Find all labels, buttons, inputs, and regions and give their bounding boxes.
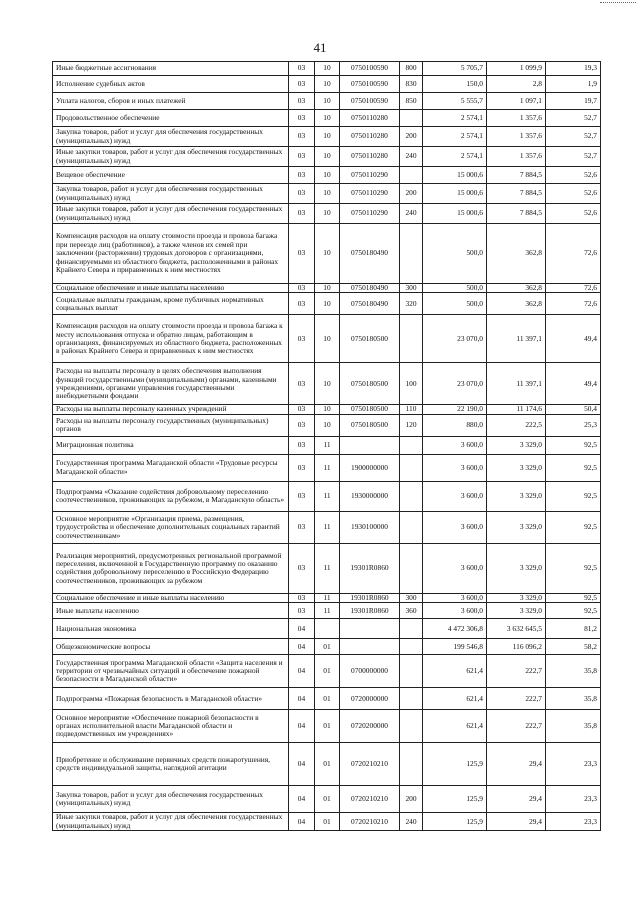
table-row xyxy=(53,147,601,167)
row-executed-amount: 11 397,1 xyxy=(487,363,546,405)
row-approved-amount: 22 190,0 xyxy=(423,405,487,414)
row-subsection: 01 xyxy=(315,639,340,655)
row-section: 04 xyxy=(289,710,315,743)
row-expense-type xyxy=(400,436,423,454)
row-execution-percent: 81,2 xyxy=(546,619,601,639)
row-section: 03 xyxy=(289,414,315,436)
row-name: Исполнение судебных актов xyxy=(53,76,289,93)
row-subsection: 10 xyxy=(315,405,340,414)
row-executed-amount: 362,8 xyxy=(487,284,546,293)
row-executed-amount: 1 357,6 xyxy=(487,127,546,147)
row-name: Национальная экономика xyxy=(53,619,289,639)
row-execution-percent: 92,5 xyxy=(546,481,601,511)
row-section: 03 xyxy=(289,224,315,284)
row-expense-type xyxy=(400,511,423,543)
row-execution-percent: 52,7 xyxy=(546,110,601,127)
row-target-article: 0750110280 xyxy=(340,127,400,147)
row-approved-amount: 500,0 xyxy=(423,224,487,284)
row-target-article: 19301R0860 xyxy=(340,543,400,593)
row-target-article: 0750180490 xyxy=(340,224,400,284)
row-executed-amount: 222,7 xyxy=(487,655,546,688)
row-executed-amount: 29,4 xyxy=(487,786,546,813)
table-row xyxy=(53,743,601,786)
row-expense-type xyxy=(400,481,423,511)
row-executed-amount: 362,8 xyxy=(487,293,546,315)
row-section: 04 xyxy=(289,688,315,710)
row-expense-type: 240 xyxy=(400,204,423,224)
row-name: Реализация мероприятий, предусмотренных региональной программой переселения, включенной в Государственную программу по оказанию содействия добровольному переселению в Российскую Федерацию соотечественников, проживающих за рубежом xyxy=(53,543,289,593)
row-executed-amount: 3 329,0 xyxy=(487,454,546,481)
row-executed-amount: 222,5 xyxy=(487,414,546,436)
row-executed-amount: 7 884,5 xyxy=(487,204,546,224)
row-execution-percent: 49,4 xyxy=(546,315,601,363)
row-approved-amount: 621,4 xyxy=(423,655,487,688)
row-expense-type xyxy=(400,167,423,184)
row-execution-percent: 92,5 xyxy=(546,511,601,543)
table-row xyxy=(53,619,601,639)
row-subsection xyxy=(315,619,340,639)
row-target-article: 0750110280 xyxy=(340,110,400,127)
table-row xyxy=(53,593,601,602)
row-executed-amount: 3 632 645,5 xyxy=(487,619,546,639)
table-row xyxy=(53,688,601,710)
table-row xyxy=(53,184,601,204)
row-execution-percent: 52,7 xyxy=(546,147,601,167)
row-execution-percent: 25,3 xyxy=(546,414,601,436)
row-approved-amount: 3 600,0 xyxy=(423,543,487,593)
row-expense-type: 800 xyxy=(400,62,423,76)
row-execution-percent: 58,2 xyxy=(546,639,601,655)
row-name: Социальное обеспечение и иные выплаты населению xyxy=(53,593,289,602)
row-approved-amount: 15 000,6 xyxy=(423,167,487,184)
row-target-article: 0750180490 xyxy=(340,293,400,315)
row-execution-percent: 72,6 xyxy=(546,284,601,293)
row-target-article: 0700000000 xyxy=(340,655,400,688)
row-name: Уплата налогов, сборов и иных платежей xyxy=(53,93,289,110)
row-expense-type: 200 xyxy=(400,786,423,813)
row-section: 03 xyxy=(289,127,315,147)
row-execution-percent: 19,7 xyxy=(546,93,601,110)
row-name: Иные закупки товаров, работ и услуг для обеспечения государственных (муниципальных) нужд xyxy=(53,813,289,831)
row-section: 03 xyxy=(289,454,315,481)
budget-table-body xyxy=(53,62,601,831)
row-expense-type: 320 xyxy=(400,293,423,315)
row-approved-amount: 3 600,0 xyxy=(423,603,487,619)
row-name: Расходы на выплаты персоналу в целях обеспечения выполнения функций государственными (муниципальными) органами, казенными учреждениями, органами управления государственными внебюджетными фондами xyxy=(53,363,289,405)
row-name: Приобретение и обслуживание первичных средств пожаротушения, средств индивидуальной защиты, наглядной агитации xyxy=(53,743,289,786)
row-subsection: 11 xyxy=(315,603,340,619)
row-subsection: 10 xyxy=(315,62,340,76)
row-name: Иные бюджетные ассигнования xyxy=(53,62,289,76)
row-section: 03 xyxy=(289,593,315,602)
row-execution-percent: 35,8 xyxy=(546,655,601,688)
row-subsection: 11 xyxy=(315,454,340,481)
row-target-article: 0720210210 xyxy=(340,813,400,831)
row-subsection: 11 xyxy=(315,481,340,511)
page-number: 41 xyxy=(313,40,327,55)
row-executed-amount: 1 357,6 xyxy=(487,110,546,127)
row-executed-amount: 222,7 xyxy=(487,710,546,743)
row-name: Подпрограмма «Оказание содействия добровольному переселению соотечественников, проживающих за рубежом, в Магаданскую область» xyxy=(53,481,289,511)
row-expense-type xyxy=(400,743,423,786)
row-executed-amount: 3 329,0 xyxy=(487,481,546,511)
table-row xyxy=(53,76,601,93)
table-row xyxy=(53,543,601,593)
row-approved-amount: 2 574,1 xyxy=(423,127,487,147)
row-approved-amount: 3 600,0 xyxy=(423,436,487,454)
row-executed-amount: 11 174,6 xyxy=(487,405,546,414)
row-expense-type xyxy=(400,639,423,655)
table-row xyxy=(53,293,601,315)
row-name: Государственная программа Магаданской области «Защита населения и территории от чрезвычайных ситуаций и обеспечение пожарной безопасности в Магаданской области» xyxy=(53,655,289,688)
row-name: Закупка товаров, работ и услуг для обеспечения государственных (муниципальных) нужд xyxy=(53,786,289,813)
row-expense-type: 240 xyxy=(400,813,423,831)
row-section: 03 xyxy=(289,293,315,315)
row-execution-percent: 23,3 xyxy=(546,786,601,813)
row-execution-percent: 92,5 xyxy=(546,603,601,619)
row-executed-amount: 7 884,5 xyxy=(487,184,546,204)
row-execution-percent: 23,3 xyxy=(546,743,601,786)
row-name: Государственная программа Магаданской области «Трудовые ресурсы Магаданской области» xyxy=(53,454,289,481)
row-approved-amount: 125,9 xyxy=(423,743,487,786)
row-subsection: 10 xyxy=(315,363,340,405)
row-subsection: 10 xyxy=(315,76,340,93)
table-row xyxy=(53,603,601,619)
row-subsection: 10 xyxy=(315,293,340,315)
table-row xyxy=(53,405,601,414)
table-row xyxy=(53,436,601,454)
row-target-article: 0750180500 xyxy=(340,414,400,436)
row-subsection: 10 xyxy=(315,93,340,110)
row-target-article: 0750180500 xyxy=(340,405,400,414)
row-subsection: 01 xyxy=(315,655,340,688)
row-execution-percent: 35,8 xyxy=(546,710,601,743)
row-expense-type: 120 xyxy=(400,414,423,436)
row-expense-type: 200 xyxy=(400,184,423,204)
row-section: 03 xyxy=(289,204,315,224)
row-subsection: 01 xyxy=(315,786,340,813)
row-target-article: 0750100590 xyxy=(340,76,400,93)
row-approved-amount: 500,0 xyxy=(423,284,487,293)
row-approved-amount: 621,4 xyxy=(423,688,487,710)
row-target-article: 19301R0860 xyxy=(340,593,400,602)
row-section: 04 xyxy=(289,743,315,786)
table-row xyxy=(53,454,601,481)
row-target-article: 0750180500 xyxy=(340,363,400,405)
row-approved-amount: 15 000,6 xyxy=(423,184,487,204)
row-execution-percent: 1,9 xyxy=(546,76,601,93)
table-row xyxy=(53,127,601,147)
row-expense-type: 200 xyxy=(400,127,423,147)
table-row xyxy=(53,786,601,813)
table-row xyxy=(53,710,601,743)
row-name: Компенсация расходов на оплату стоимости проезда и провоза багажа к месту использования отпуска и обратно лицам, работающим в организациях, финансируемых из областного бюджета, расположенных в районах Крайнего Севера и приравненных к ним местностях xyxy=(53,315,289,363)
table-row xyxy=(53,481,601,511)
row-target-article: 19301R0860 xyxy=(340,603,400,619)
row-expense-type xyxy=(400,224,423,284)
row-section: 03 xyxy=(289,543,315,593)
row-target-article: 0720210210 xyxy=(340,743,400,786)
row-section: 03 xyxy=(289,76,315,93)
row-subsection: 01 xyxy=(315,688,340,710)
row-execution-percent: 92,5 xyxy=(546,436,601,454)
row-approved-amount: 621,4 xyxy=(423,710,487,743)
row-expense-type: 830 xyxy=(400,76,423,93)
row-section: 03 xyxy=(289,511,315,543)
row-expense-type xyxy=(400,619,423,639)
row-execution-percent: 35,8 xyxy=(546,688,601,710)
row-executed-amount: 362,8 xyxy=(487,224,546,284)
row-section: 03 xyxy=(289,603,315,619)
row-section: 03 xyxy=(289,184,315,204)
row-executed-amount: 1 099,9 xyxy=(487,62,546,76)
row-executed-amount: 11 397,1 xyxy=(487,315,546,363)
row-execution-percent: 72,6 xyxy=(546,293,601,315)
table-row xyxy=(53,62,601,76)
table-row xyxy=(53,639,601,655)
row-executed-amount: 116 096,2 xyxy=(487,639,546,655)
row-expense-type: 240 xyxy=(400,147,423,167)
row-subsection: 10 xyxy=(315,184,340,204)
row-section: 03 xyxy=(289,93,315,110)
row-section: 04 xyxy=(289,813,315,831)
row-expense-type xyxy=(400,710,423,743)
row-execution-percent: 50,4 xyxy=(546,405,601,414)
row-approved-amount: 4 472 306,8 xyxy=(423,619,487,639)
row-executed-amount: 7 884,5 xyxy=(487,167,546,184)
row-name: Вещевое обеспечение xyxy=(53,167,289,184)
row-target-article: 1900000000 xyxy=(340,454,400,481)
row-subsection: 10 xyxy=(315,110,340,127)
row-name: Закупка товаров, работ и услуг для обеспечения государственных (муниципальных) нужд xyxy=(53,184,289,204)
row-expense-type: 300 xyxy=(400,593,423,602)
row-approved-amount: 23 070,0 xyxy=(423,315,487,363)
row-target-article: 0720200000 xyxy=(340,710,400,743)
table-row xyxy=(53,655,601,688)
row-name: Основное мероприятие «Организация приема, размещения, трудоустройства и обеспечение дополнительных социальных гарантий соотечественникам» xyxy=(53,511,289,543)
row-executed-amount: 3 329,0 xyxy=(487,436,546,454)
row-target-article: 0750110290 xyxy=(340,204,400,224)
row-expense-type xyxy=(400,688,423,710)
row-approved-amount: 2 574,1 xyxy=(423,110,487,127)
row-expense-type: 110 xyxy=(400,405,423,414)
row-subsection: 10 xyxy=(315,284,340,293)
row-execution-percent: 52,7 xyxy=(546,127,601,147)
table-row xyxy=(53,284,601,293)
row-name: Иные закупки товаров, работ и услуг для обеспечения государственных (муниципальных) нужд xyxy=(53,147,289,167)
row-section: 03 xyxy=(289,110,315,127)
row-approved-amount: 199 546,8 xyxy=(423,639,487,655)
row-target-article: 0750180500 xyxy=(340,315,400,363)
row-section: 03 xyxy=(289,436,315,454)
row-expense-type xyxy=(400,315,423,363)
row-expense-type: 360 xyxy=(400,603,423,619)
row-subsection: 10 xyxy=(315,167,340,184)
row-subsection: 01 xyxy=(315,710,340,743)
row-name: Общеэкономические вопросы xyxy=(53,639,289,655)
row-execution-percent: 92,5 xyxy=(546,593,601,602)
row-approved-amount: 15 000,6 xyxy=(423,204,487,224)
row-section: 03 xyxy=(289,284,315,293)
row-subsection: 11 xyxy=(315,543,340,593)
row-expense-type xyxy=(400,655,423,688)
row-executed-amount: 1 357,6 xyxy=(487,147,546,167)
row-approved-amount: 23 070,0 xyxy=(423,363,487,405)
row-target-article: 0750110280 xyxy=(340,147,400,167)
row-subsection: 11 xyxy=(315,436,340,454)
row-approved-amount: 125,9 xyxy=(423,813,487,831)
row-section: 03 xyxy=(289,405,315,414)
table-row xyxy=(53,813,601,831)
table-row xyxy=(53,511,601,543)
row-expense-type: 100 xyxy=(400,363,423,405)
row-subsection: 10 xyxy=(315,224,340,284)
row-executed-amount: 3 329,0 xyxy=(487,543,546,593)
row-subsection: 10 xyxy=(315,204,340,224)
row-target-article: 0750100590 xyxy=(340,62,400,76)
row-approved-amount: 500,0 xyxy=(423,293,487,315)
row-section: 04 xyxy=(289,655,315,688)
table-row xyxy=(53,315,601,363)
table-row xyxy=(53,204,601,224)
row-subsection: 10 xyxy=(315,127,340,147)
row-section: 03 xyxy=(289,147,315,167)
row-target-article: 0750100590 xyxy=(340,93,400,110)
table-row xyxy=(53,224,601,284)
row-section: 03 xyxy=(289,167,315,184)
row-approved-amount: 5 705,7 xyxy=(423,62,487,76)
row-name: Закупка товаров, работ и услуг для обеспечения государственных (муниципальных) нужд xyxy=(53,127,289,147)
row-approved-amount: 150,0 xyxy=(423,76,487,93)
row-section: 03 xyxy=(289,363,315,405)
row-executed-amount: 3 329,0 xyxy=(487,511,546,543)
row-section: 04 xyxy=(289,786,315,813)
row-subsection: 11 xyxy=(315,511,340,543)
row-approved-amount: 3 600,0 xyxy=(423,593,487,602)
row-expense-type: 850 xyxy=(400,93,423,110)
row-target-article xyxy=(340,619,400,639)
row-subsection: 10 xyxy=(315,315,340,363)
row-target-article: 0750110290 xyxy=(340,167,400,184)
row-name: Расходы на выплаты персоналу казенных учреждений xyxy=(53,405,289,414)
row-target-article: 0750110290 xyxy=(340,184,400,204)
row-approved-amount: 3 600,0 xyxy=(423,511,487,543)
row-execution-percent: 92,5 xyxy=(546,543,601,593)
row-target-article xyxy=(340,639,400,655)
row-approved-amount: 880,0 xyxy=(423,414,487,436)
row-executed-amount: 222,7 xyxy=(487,688,546,710)
row-executed-amount: 1 097,1 xyxy=(487,93,546,110)
row-execution-percent: 72,6 xyxy=(546,224,601,284)
row-execution-percent: 52,6 xyxy=(546,184,601,204)
row-expense-type xyxy=(400,543,423,593)
row-execution-percent: 92,5 xyxy=(546,454,601,481)
row-expense-type xyxy=(400,454,423,481)
row-execution-percent: 23,3 xyxy=(546,813,601,831)
row-name: Подпрограмма «Пожарная безопасность в Магаданской области» xyxy=(53,688,289,710)
budget-table xyxy=(52,61,601,831)
row-approved-amount: 3 600,0 xyxy=(423,481,487,511)
row-subsection: 10 xyxy=(315,147,340,167)
row-executed-amount: 2,8 xyxy=(487,76,546,93)
row-section: 04 xyxy=(289,619,315,639)
table-row xyxy=(53,110,601,127)
row-name: Расходы на выплаты персоналу государственных (муниципальных) органов xyxy=(53,414,289,436)
table-row xyxy=(53,93,601,110)
row-target-article xyxy=(340,436,400,454)
row-section: 03 xyxy=(289,315,315,363)
row-name: Миграционная политика xyxy=(53,436,289,454)
row-name: Социальное обеспечение и иные выплаты населению xyxy=(53,284,289,293)
row-executed-amount: 29,4 xyxy=(487,813,546,831)
row-target-article: 0720210210 xyxy=(340,786,400,813)
row-subsection: 01 xyxy=(315,813,340,831)
row-executed-amount: 3 329,0 xyxy=(487,603,546,619)
row-expense-type xyxy=(400,110,423,127)
row-section: 04 xyxy=(289,639,315,655)
row-expense-type: 300 xyxy=(400,284,423,293)
row-subsection: 11 xyxy=(315,593,340,602)
row-executed-amount: 29,4 xyxy=(487,743,546,786)
row-target-article: 0750180490 xyxy=(340,284,400,293)
row-name: Социальные выплаты гражданам, кроме публичных нормативных социальных выплат xyxy=(53,293,289,315)
row-section: 03 xyxy=(289,481,315,511)
row-name: Иные закупки товаров, работ и услуг для обеспечения государственных (муниципальных) нужд xyxy=(53,204,289,224)
row-executed-amount: 3 329,0 xyxy=(487,593,546,602)
row-name: Иные выплаты населению xyxy=(53,603,289,619)
row-target-article: 1930000000 xyxy=(340,481,400,511)
row-target-article: 1930100000 xyxy=(340,511,400,543)
row-subsection: 10 xyxy=(315,414,340,436)
row-approved-amount: 3 600,0 xyxy=(423,454,487,481)
row-name: Основное мероприятие «Обеспечение пожарной безопасности в органах исполнительной власти Магаданской области и подведомственных им учреждениях» xyxy=(53,710,289,743)
row-name: Компенсация расходов на оплату стоимости проезда и провоза багажа при переезде лиц (работников), а также членов их семей при заключении (расторжении) трудовых договоров с организациями, финансируемыми из областного бюджета, расположенными в районах Крайнего Севера и приравненных к ним местностях xyxy=(53,224,289,284)
table-row xyxy=(53,414,601,436)
row-target-article: 0720000000 xyxy=(340,688,400,710)
row-name: Продовольственное обеспечение xyxy=(53,110,289,127)
row-approved-amount: 125,9 xyxy=(423,786,487,813)
table-row xyxy=(53,363,601,405)
row-execution-percent: 19,3 xyxy=(546,62,601,76)
row-execution-percent: 52,6 xyxy=(546,204,601,224)
scan-artifact-mark xyxy=(600,2,636,9)
row-subsection: 01 xyxy=(315,743,340,786)
table-row xyxy=(53,167,601,184)
row-approved-amount: 2 574,1 xyxy=(423,147,487,167)
row-execution-percent: 52,6 xyxy=(546,167,601,184)
row-approved-amount: 5 555,7 xyxy=(423,93,487,110)
row-execution-percent: 49,4 xyxy=(546,363,601,405)
row-section: 03 xyxy=(289,62,315,76)
